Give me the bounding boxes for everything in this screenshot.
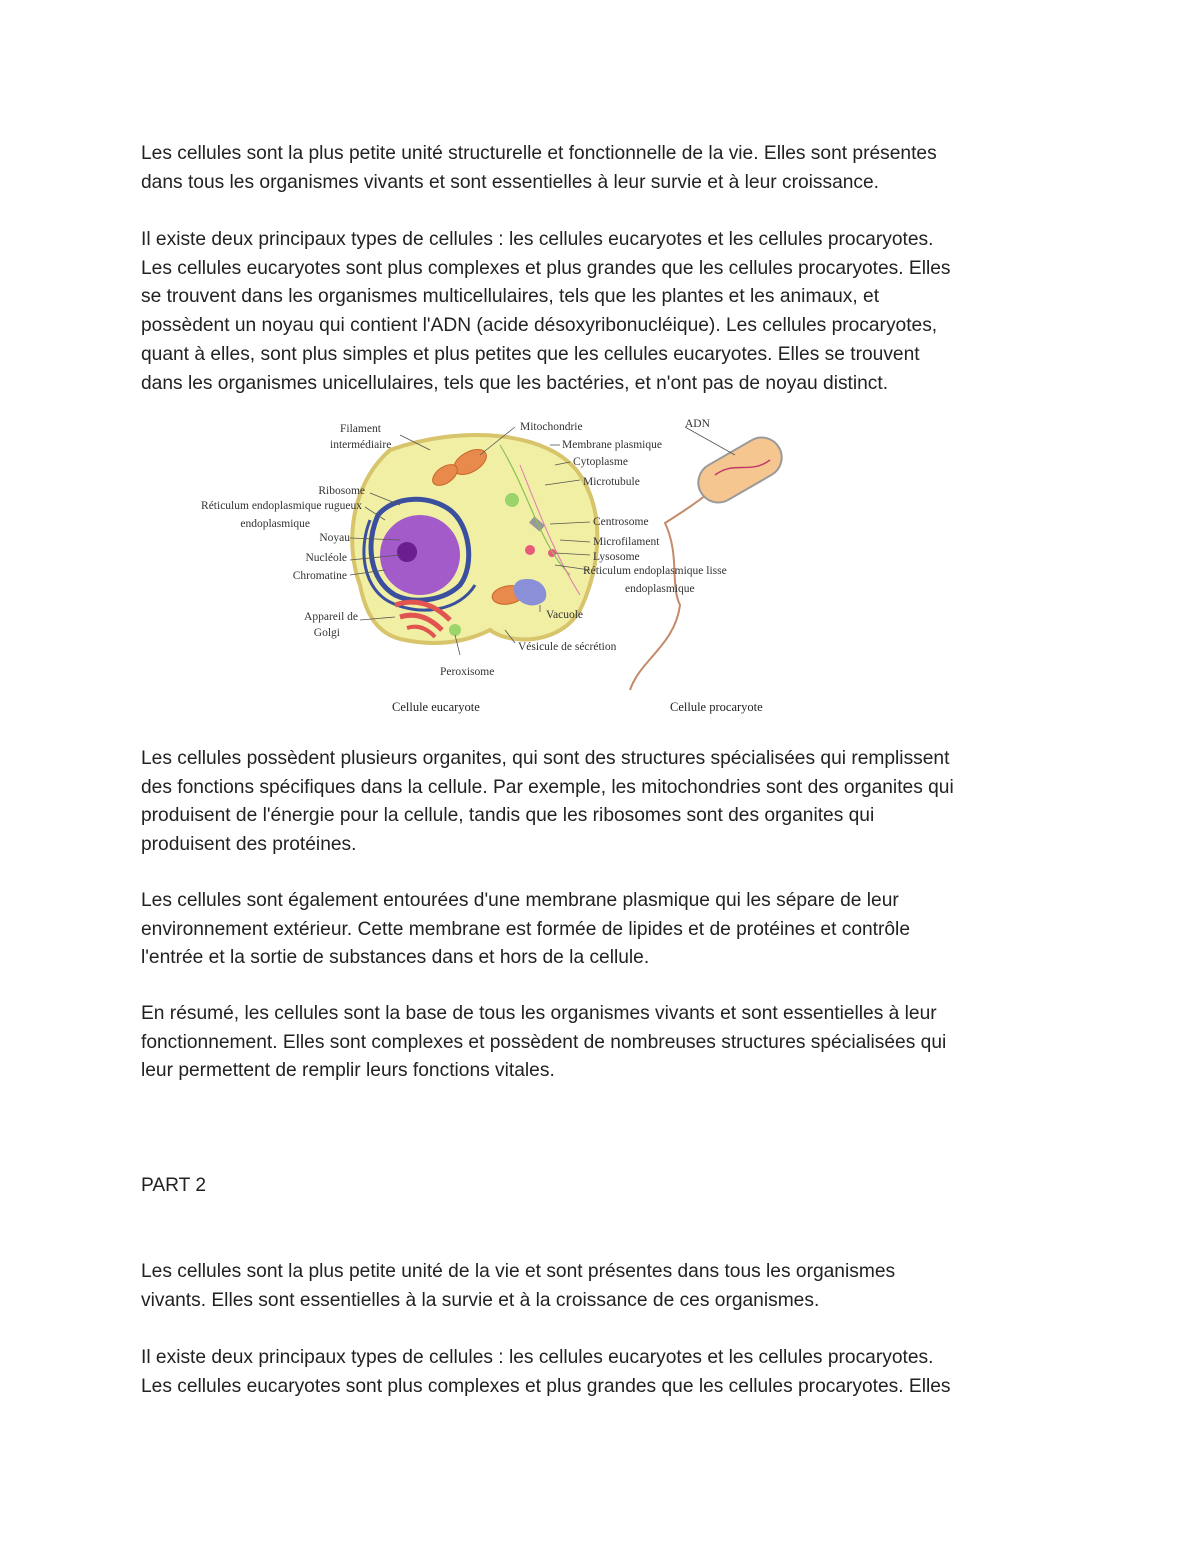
text-line: Il existe deux principaux types de cellules : les cellules eucaryotes et les cellules procaryotes. bbox=[141, 1347, 934, 1368]
paragraph bbox=[141, 887, 1081, 973]
peroxisome-shape bbox=[449, 624, 461, 636]
text-line: Les cellules possèdent plusieurs organites, qui sont des structures spécialisées qui remplissent bbox=[141, 748, 950, 769]
text-line: vivants. Elles sont essentielles à la survie et à la croissance de ces organismes. bbox=[141, 1289, 820, 1311]
text-line: fonctionnement. Elles sont complexes et possèdent de nombreuses structures spécialisées qui bbox=[141, 1031, 947, 1053]
text-line: En résumé, les cellules sont la base de tous les organismes vivants et sont essentielles à leur bbox=[141, 1003, 937, 1024]
label-chromatine: Chromatine bbox=[292, 570, 347, 582]
label-adn: ADN bbox=[685, 418, 710, 430]
text-line: possèdent un noyau qui contient l'ADN (acide désoxyribonucléique). Les cellules procaryotes, bbox=[141, 315, 938, 337]
text-line: Les cellules eucaryotes sont plus complexes et plus grandes que les cellules procaryotes. Elles bbox=[141, 257, 951, 279]
paragraph bbox=[141, 140, 1081, 197]
text-line: environnement extérieur. Cette membrane est formée de lipides et de protéines et contrôle bbox=[141, 918, 910, 940]
label-vesicule: Vésicule de sécrétion bbox=[518, 641, 617, 653]
label-cytoplasme: Cytoplasme bbox=[573, 456, 628, 468]
label-vacuole: Vacuole bbox=[546, 609, 584, 621]
paragraph bbox=[141, 226, 1081, 398]
label-golgi-1: Appareil de bbox=[304, 611, 358, 623]
text-line: produisent des protéines. bbox=[141, 834, 357, 856]
paragraph bbox=[141, 745, 1081, 860]
text-line: Les cellules sont la plus petite unité de la vie et sont présentes dans tous les organismes bbox=[141, 1261, 896, 1282]
label-golgi-2: Golgi bbox=[313, 627, 340, 639]
text-line: produisent de l'énergie pour la cellule, tandis que les ribosomes sont des organites qui bbox=[141, 805, 875, 827]
cell-diagram bbox=[160, 405, 810, 725]
label-nucleole: Nucléole bbox=[305, 552, 347, 564]
text-line: quant à elles, sont plus simples et plus petites que les cellules eucaryotes. Elles se trouvent bbox=[141, 343, 920, 365]
label-membrane: Membrane plasmique bbox=[562, 439, 662, 451]
label-reticulum-rugueux: Réticulum endoplasmique rugueux bbox=[201, 500, 362, 512]
caption-procaryote: Cellule procaryote bbox=[670, 700, 763, 714]
text-line: Il existe deux principaux types de cellules : les cellules eucaryotes et les cellules procaryotes. bbox=[141, 229, 934, 250]
text-line: Les cellules sont la plus petite unité structurelle et fonctionnelle de la vie. Elles sont présentes bbox=[141, 143, 937, 164]
text-line: Les cellules eucaryotes sont plus complexes et plus grandes que les cellules procaryotes. Elles bbox=[141, 1375, 951, 1397]
text-line: leur permettent de remplir leurs fonctions vitales. bbox=[141, 1060, 555, 1082]
section-heading bbox=[141, 1172, 1081, 1201]
text-line: des fonctions spécifiques dans la cellule. Par exemple, les mitochondries sont des organites qui bbox=[141, 776, 954, 798]
label-lysosome: Lysosome bbox=[593, 551, 640, 563]
label-reticulum-lisse-2: endoplasmique bbox=[625, 583, 695, 595]
label-intermediaire: intermédiaire bbox=[330, 439, 392, 451]
lysosome-shape bbox=[525, 545, 535, 555]
nucleus bbox=[380, 515, 460, 595]
nucleolus bbox=[397, 542, 417, 562]
label-microtubule: Microtubule bbox=[583, 476, 640, 488]
text-line: dans tous les organismes vivants et sont essentielles à leur survie et à leur croissance. bbox=[141, 171, 880, 193]
heading-text: PART 2 bbox=[141, 1175, 207, 1196]
label-noyau: Noyau bbox=[319, 532, 350, 544]
label-mitochondrie: Mitochondrie bbox=[520, 421, 583, 433]
label-centrosome: Centrosome bbox=[593, 516, 649, 528]
caption-eucaryote: Cellule eucaryote bbox=[392, 700, 480, 714]
label-reticulum-rugueux-2: endoplasmique bbox=[240, 518, 310, 530]
peroxisome-shape bbox=[505, 493, 519, 507]
label-microfilament: Microfilament bbox=[593, 536, 660, 548]
label-peroxisome: Peroxisome bbox=[440, 666, 495, 678]
bacterium bbox=[691, 430, 789, 510]
label-reticulum-lisse: Réticulum endoplasmique lisse bbox=[583, 565, 727, 577]
text-line: l'entrée et la sortie de substances dans et hors de la cellule. bbox=[141, 947, 650, 969]
paragraph bbox=[141, 1344, 1081, 1401]
paragraph bbox=[141, 1258, 1081, 1315]
label-ribosome: Ribosome bbox=[318, 485, 365, 497]
label-filament: Filament bbox=[340, 423, 381, 435]
text-line: dans les organismes unicellulaires, tels que les bactéries, et n'ont pas de noyau distinct. bbox=[141, 372, 889, 394]
text-line: Les cellules sont également entourées d'une membrane plasmique qui les sépare de leur bbox=[141, 890, 899, 911]
text-line: se trouvent dans les organismes multicellulaires, tels que les plantes et les animaux, et bbox=[141, 286, 880, 308]
paragraph bbox=[141, 1000, 1081, 1086]
